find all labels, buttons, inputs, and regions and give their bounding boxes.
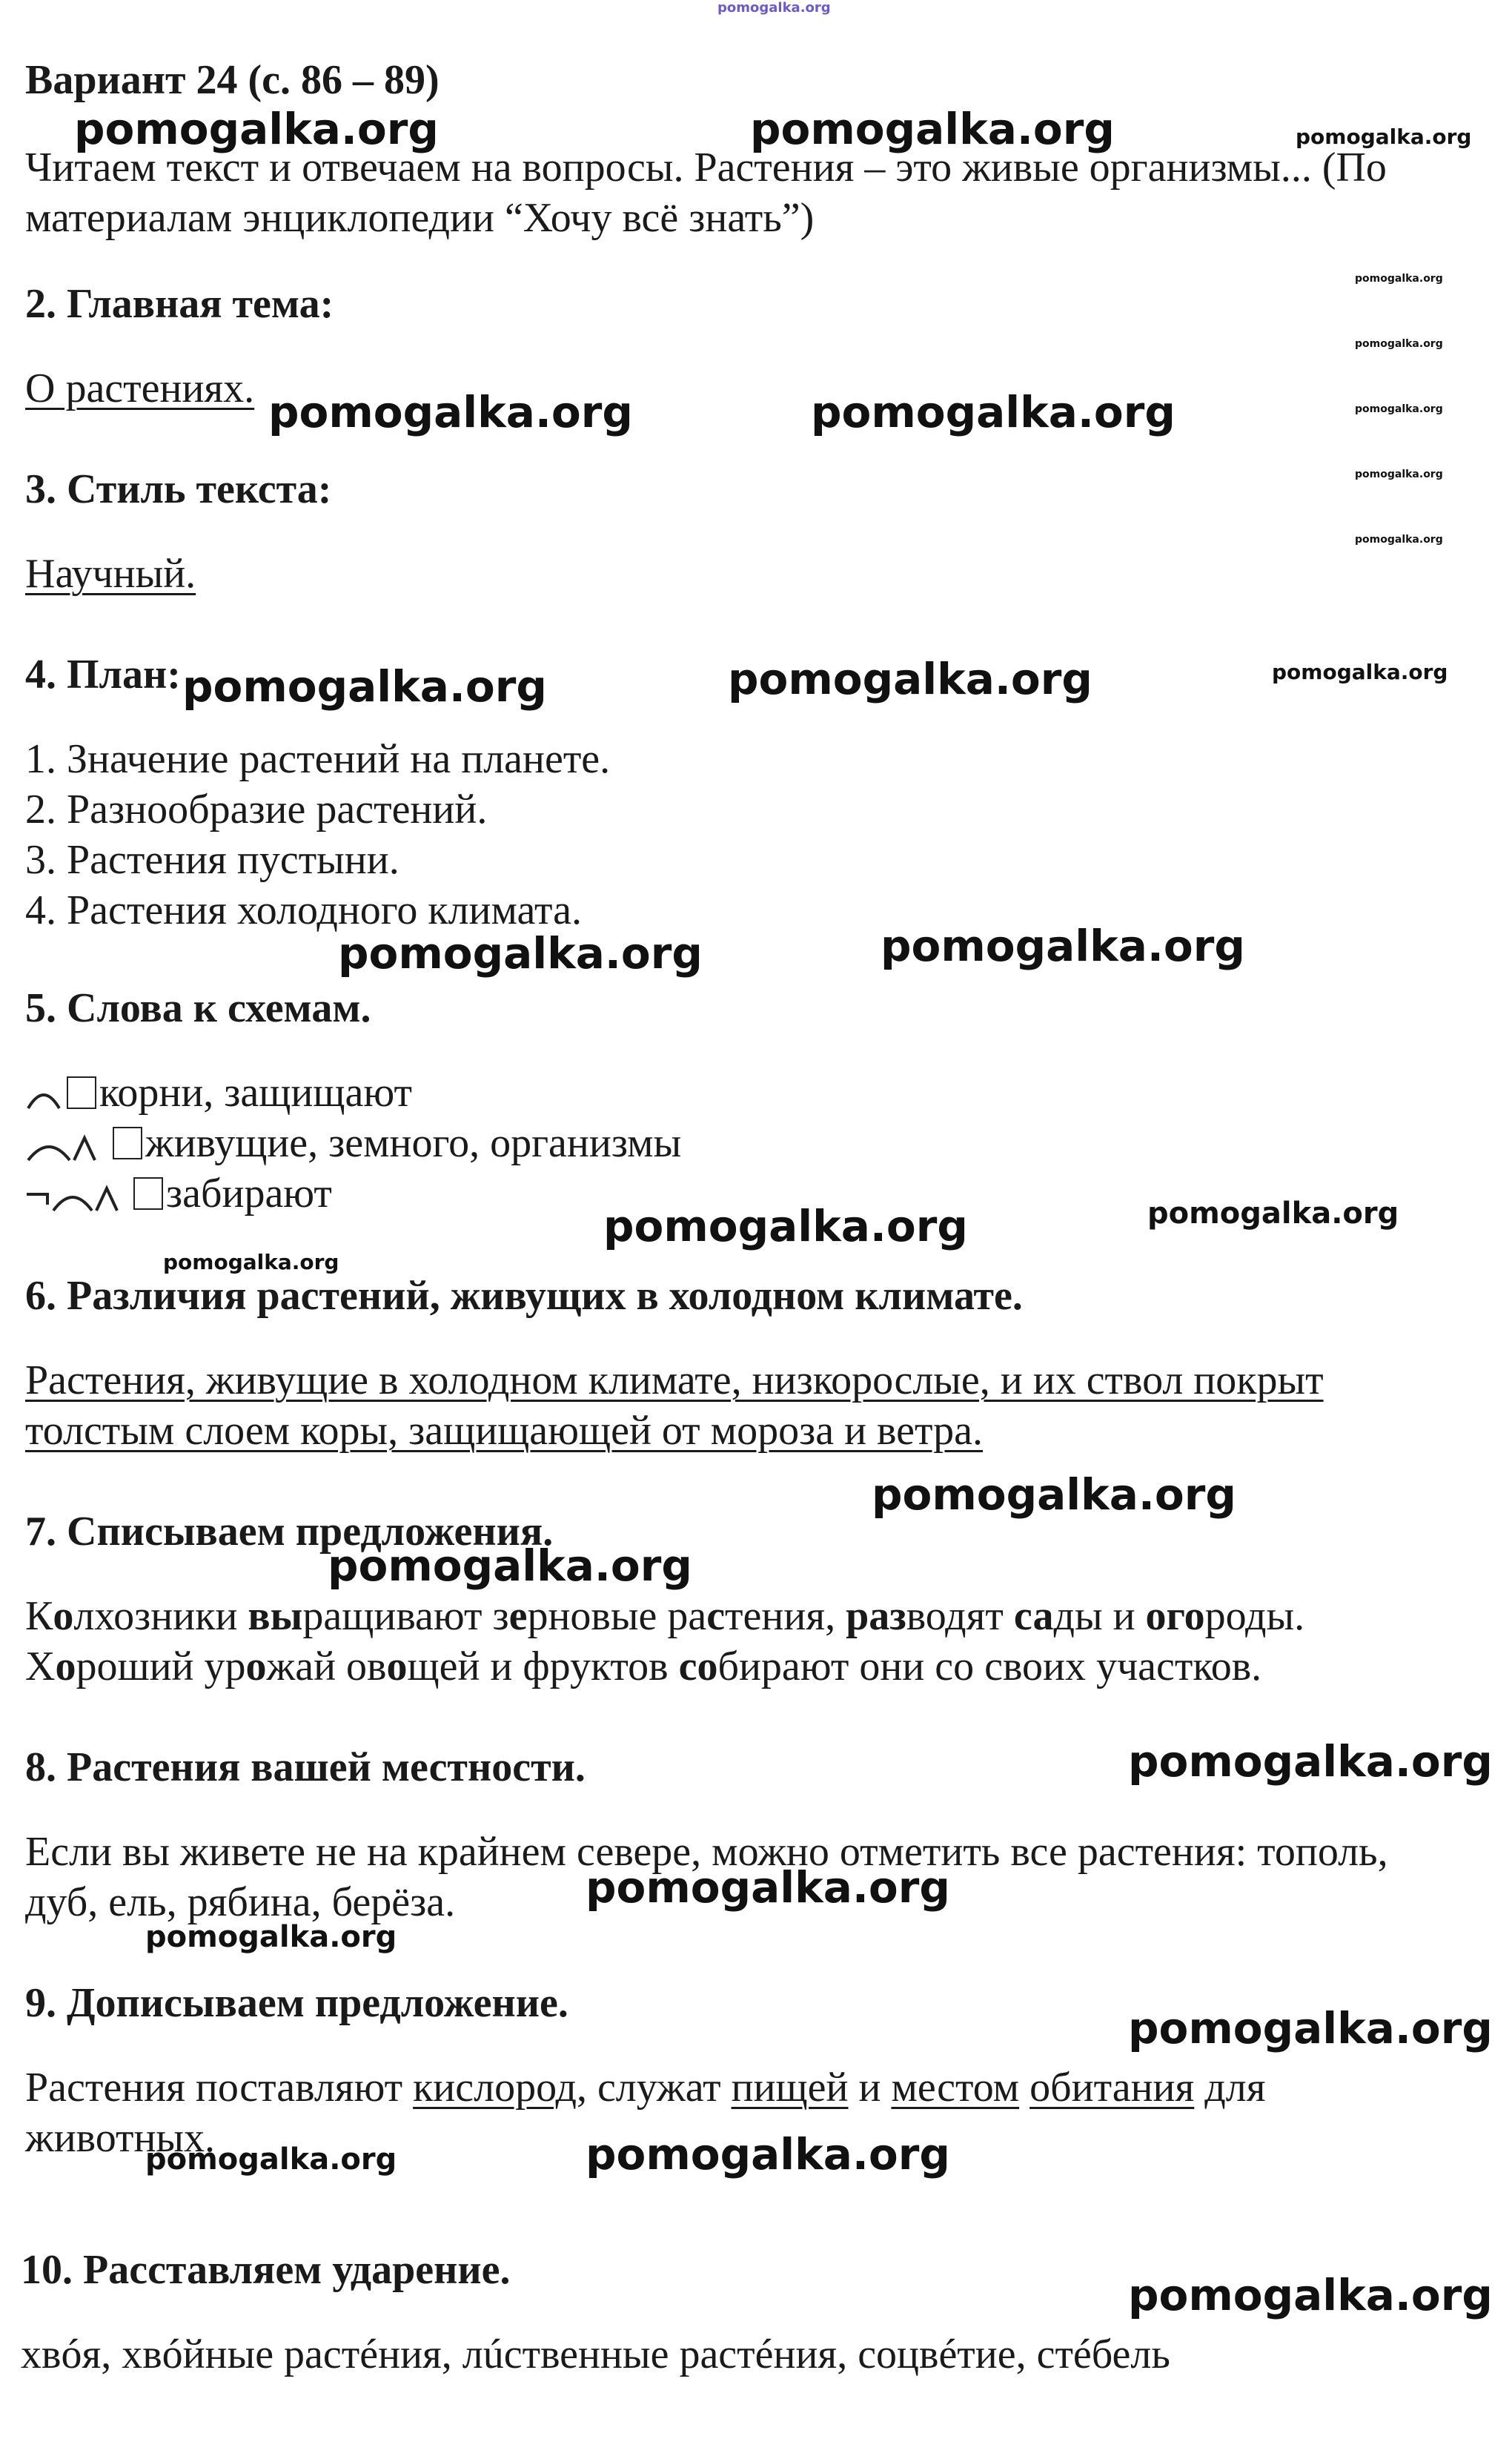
- watermark: pomogalka.org: [145, 2142, 397, 2177]
- section-9-heading: 9. Дописываем предложение.: [25, 1980, 568, 2026]
- answer-word: кислород: [413, 2065, 577, 2111]
- scheme-row-1-text: корни, защищают: [99, 1070, 412, 1116]
- section-8-answer-line-1: Если вы живете не на крайнем севере, можно отметить все растения: тополь,: [25, 1829, 1388, 1875]
- section-10-heading: 10. Расставляем ударение.: [21, 2247, 511, 2293]
- watermark: pomogalka.org: [1147, 1196, 1399, 1231]
- watermark: pomogalka.org: [1128, 2003, 1493, 2053]
- plan-item-2: 2. Разнообразие растений.: [25, 787, 488, 833]
- prefix-root-suffix-symbol: [25, 1168, 133, 1219]
- section-3-answer: Научный.: [25, 551, 196, 597]
- plan-item-1: 1. Значение растений на планете.: [25, 736, 611, 782]
- watermark: pomogalka.org: [1355, 403, 1443, 415]
- watermark: pomogalka.org: [163, 1250, 339, 1274]
- watermark: pomogalka.org: [74, 104, 439, 154]
- intro-line-1: Читаем текст и отвечаем на вопросы. Растения – это живые организмы... (По: [25, 145, 1387, 191]
- root-suffix-symbol: [25, 1118, 113, 1168]
- section-8-heading: 8. Растения вашей местности.: [25, 1744, 586, 1790]
- answer-word: обитания: [1029, 2065, 1195, 2111]
- intro-line-2: материалам энциклопедии “Хочу всё знать”): [25, 195, 815, 241]
- watermark: pomogalka.org: [603, 1201, 968, 1251]
- section-3-heading: 3. Стиль текста:: [25, 466, 332, 512]
- plan-item-4: 4. Растения холодного климата.: [25, 887, 582, 933]
- watermark: pomogalka.org: [1272, 660, 1448, 684]
- section-6-answer-line-1: Растения, живущие в холодном климате, низкорослые, и их ствол покрыт: [25, 1357, 1324, 1403]
- page-title: Вариант 24 (с. 86 – 89): [25, 57, 440, 103]
- watermark-top: pomogalka.org: [717, 0, 831, 16]
- section-10-answer: хвóя, хвóйные растéния, лúственные растéния, соцвéтие, стéбель: [21, 2331, 1170, 2377]
- section-6-heading: 6. Различия растений, живущих в холодном климате.: [25, 1273, 1023, 1319]
- watermark: pomogalka.org: [1128, 1736, 1493, 1787]
- scheme-row-3: [25, 1168, 332, 1219]
- watermark: pomogalka.org: [1296, 125, 1472, 149]
- ending-box-icon: [113, 1127, 142, 1159]
- watermark: pomogalka.org: [338, 928, 703, 979]
- scheme-row-2: [25, 1118, 681, 1168]
- scheme-row-3-text: забирают: [166, 1171, 332, 1217]
- plan-item-3: 3. Растения пустыни.: [25, 837, 399, 883]
- watermark: pomogalka.org: [586, 1862, 950, 1913]
- watermark: pomogalka.org: [811, 387, 1176, 437]
- watermark: pomogalka.org: [1355, 469, 1443, 480]
- watermark: pomogalka.org: [328, 1540, 692, 1591]
- scheme-row-1: [25, 1068, 412, 1118]
- section-2-answer: О растениях.: [25, 365, 255, 411]
- section-4-heading: 4. План:: [25, 652, 181, 698]
- section-7-sentence-1: Колхозники выращивают зерновые растения, разводят сады и огороды.: [25, 1593, 1305, 1639]
- watermark: pomogalka.org: [728, 654, 1092, 704]
- section-6-answer-line-2: толстым слоем коры, защищающей от мороза и ветра.: [25, 1408, 984, 1454]
- watermark: pomogalka.org: [1355, 338, 1443, 350]
- watermark: pomogalka.org: [268, 387, 633, 437]
- section-8-answer-line-2: дуб, ель, рябина, берёза.: [25, 1879, 456, 1925]
- watermark: pomogalka.org: [1355, 273, 1443, 285]
- section-7-sentence-2: Хороший урожай овощей и фруктов собирают они со своих участков.: [25, 1644, 1262, 1689]
- section-2-heading: 2. Главная тема:: [25, 281, 334, 327]
- watermark: pomogalka.org: [1128, 2270, 1493, 2320]
- scheme-row-2-text: живущие, земного, организмы: [145, 1120, 682, 1166]
- ending-box-icon: [133, 1177, 163, 1210]
- prefix-root-symbol: [25, 1068, 67, 1118]
- section-7-heading: 7. Списываем предложения.: [25, 1509, 554, 1555]
- watermark: pomogalka.org: [881, 921, 1245, 971]
- section-9-sentence: Растения поставляют кислород, служат пищей и местом обитания для: [25, 2065, 1266, 2111]
- section-5-heading: 5. Слова к схемам.: [25, 985, 371, 1031]
- watermark: pomogalka.org: [750, 104, 1115, 154]
- answer-word: местом: [891, 2065, 1020, 2111]
- section-9-sentence-end: животных.: [25, 2115, 216, 2161]
- watermark: pomogalka.org: [872, 1469, 1236, 1520]
- ending-box-icon: [67, 1076, 96, 1109]
- watermark: pomogalka.org: [182, 661, 547, 712]
- watermark: pomogalka.org: [145, 1920, 397, 1954]
- answer-word: пищей: [731, 2065, 849, 2111]
- watermark: pomogalka.org: [1355, 534, 1443, 546]
- watermark: pomogalka.org: [586, 2129, 950, 2179]
